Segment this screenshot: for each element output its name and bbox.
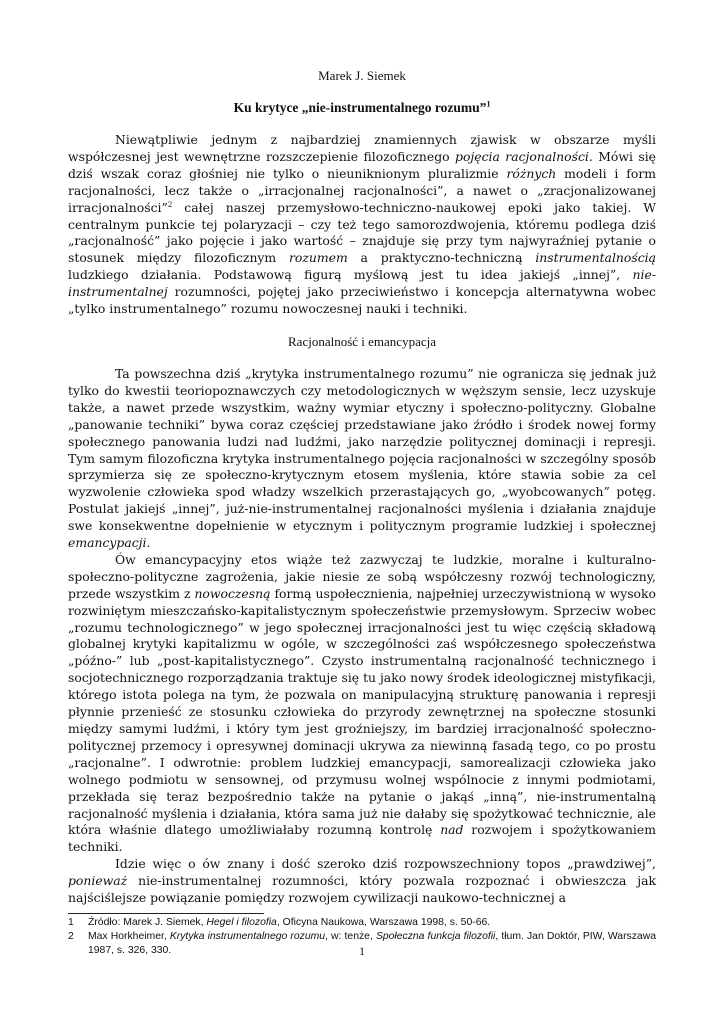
italic-text: ponieważ [68, 873, 128, 889]
text-run: ludzkiego działania. Podstawową figurą myślową jest tu idea jakiejś „innej”, [68, 267, 633, 283]
title-footnote-ref: 1 [486, 99, 491, 109]
text-run: Źródło: Marek J. Siemek, [88, 916, 207, 928]
text-run: Max Horkheimer, [88, 931, 170, 943]
italic-text: różnych [506, 165, 557, 181]
paragraph [68, 366, 656, 552]
italic-text: rozumem [288, 250, 348, 266]
title-text: Ku krytyce „nie-instrumentalnego rozumu” [233, 100, 487, 115]
footnote-number: 1 [68, 916, 74, 928]
text-run: Idzie więc o ów znany i dość szeroko dziś rozpowszechniony topos „prawdziwej”, [115, 856, 656, 872]
text-run: , tłum. Jan Doktór, PIW, Warszawa 1987, s. 326, 330. [88, 931, 656, 957]
page-number: 1 [359, 944, 365, 958]
text-run: Niewątpliwie jednym z najbardziej znamiennych zjawisk w obszarze myśli współczesnej jest wewnętrzne rozszczepienie filozoficznego [68, 132, 656, 164]
text-run: Mówi się dziś wszak coraz głośniej nie tylko o nieuniknionym pluralizmie [68, 148, 656, 181]
section-heading: Racjonalność i emancypacja [288, 333, 436, 349]
italic-text: Hegel i filozofia [206, 916, 277, 928]
text-run: modeli i form racjonalności, lecz także o „irracjonalnej racjonalności”, a nawet o „zracjonalizowanej irracjonalności” [68, 165, 656, 215]
paragraph [68, 552, 656, 856]
footnote-separator [68, 913, 264, 914]
italic-text: pojęcia racjonalności. [455, 148, 593, 164]
text-run: rozwojem i spożytkowaniem techniki. [68, 822, 656, 855]
text-run: , Oficyna Naukowa, Warszawa 1998, s. 50-66. [276, 916, 491, 928]
text-run: całej naszej przemysłowo-techniczno-naukowej epoki jako takiej. W centralnym punkcie tej polaryzacji – czy też tego samorozdwojenia, któremu podlega dziś „racjonalność” jako pojęcie i jako wartość – znajduje się przy tym najwyraźniej pytanie o stosunek między filozoficznym [68, 199, 656, 266]
italic-text: nad [440, 822, 464, 838]
paragraph [68, 132, 656, 318]
italic-text: nowoczesną [194, 585, 271, 601]
text-run: , w: tenże, [325, 931, 376, 943]
italic-text: emancypacji. [68, 535, 151, 551]
italic-text: nie-instrumentalnej [68, 267, 656, 300]
footnote [68, 916, 656, 930]
paragraph [68, 856, 656, 907]
author-name: Marek J. Siemek [318, 68, 406, 83]
footnote-text [88, 916, 656, 930]
article-title [68, 100, 656, 116]
italic-text: Krytyka instrumentalnego rozumu [169, 931, 326, 943]
text-run: rozumności, pojętej jako przeciwieństwo i koncepcja alternatywna wobec „tylko instrumentalnego” rozumu nowoczesnej nauki i techniki. [68, 284, 656, 317]
footnote-number: 2 [68, 931, 74, 943]
italic-text: instrumentalnością [535, 250, 656, 266]
document-page [68, 68, 656, 959]
text-run: formą uspołecznienia, najpełniej urzeczywistnioną w wysoko rozwiniętym mieszczańsko-kapitalistycznym społeczeństwie przemysłowym. Sprzeciw wobec „rozumu technologicznego” w jego społecznej irracjonalności jest tu więc częścią składową globalnej krytyki kapitalizmu w ogóle, w szczególności zaś współczesnego społeczeństwa „późno-” lub „post-kapitalistycznego”. Czysto instrumentalną racjonalność technicznego i socjotechnicznego rozporządzania traktuje się tu jako nowy środek ideologicznej mistyfikacji, którego istota polega na tym, że pozwala on manipulacyjną strukturę panowania i represji płynnie przenieść ze stosunku człowieka do przyrody zewnętrznej na społeczne stosunki między samymi ludźmi, i który tym jest groźniejszy, im bardziej irracjonalność społeczno-politycznej przemocy i opresywnej dominacji ukrywa za niewinną fasadą tego, co po prostu „racjonalne”. I odwrotnie: problem ludzkiej emancypacji, samorealizacji człowieka jako wolnego podmiotu w sensownej, od przymusu wolnej wspólnocie z innymi podmiotami, przekłada się teraz bezpośrednio także na pytanie o jakąś „inną”, nie-instrumentalną racjonalność myślenia i działania, która sama już nie dałaby się spożytkować technicznie, ale która właśnie dlatego umożliwiałaby rozumną kontrolę [68, 585, 656, 838]
text-run: Ów emancypacyjny etos wiąże też zazwyczaj te ludzkie, moralne i kulturalno-społeczno-polityczne zagrożenia, jakie niesie ze sobą współczesny rozwój technologiczny, przede wszystkim z [68, 551, 656, 601]
text-run: Ta powszechna dziś „krytyka instrumentalnego rozumu” nie ogranicza się jednak już tylko do kwestii teoriopoznawczych czy metodologicznych w węższym sensie, lecz uzyskuje także, a nawet przede wszystkim, ważny wymiar etyczny i społeczno-polityczny. Globalne „panowanie techniki” bywa coraz częściej przedstawiane jako źródło i środek nowej formy społecznego panowania ludzi nad ludźmi, jako narzędzie politycznej dominacji i represji. Tym samym filozoficzna krytyka instrumentalnego pojęcia racjonalności w szczególny sposób sprzymierza się ze społeczno-krytycznym etosem myślenia, które stawia sobie za cel wyzwolenie człowieka spod władzy wszelkich przerastających go, „wyobcowanych” potęg. Postulat jakiejś „innej”, już-nie-instrumentalnej racjonalności myślenia i działania znajduje swe konsekwentne dopełnienie w etycznym i politycznym programie ludzkiej i społecznej [68, 365, 656, 534]
italic-text: Społeczna funkcja filozofii [375, 931, 496, 943]
footnote-ref: 2 [167, 200, 173, 209]
text-run: nie-instrumentalnej rozumności, który pozwala rozpoznać i obwieszcza jak najściślejsze powiązanie pomiędzy rozwojem cywilizacji naukowo-technicznej a [68, 873, 656, 906]
text-run: a praktyczno-techniczną [347, 250, 536, 266]
